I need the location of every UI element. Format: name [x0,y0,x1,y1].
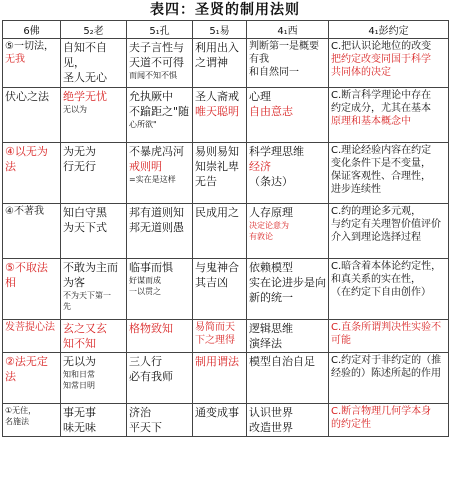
cell: 心理 自由意志 [247,88,329,143]
cell: 事无事 味无味 [61,404,127,437]
cell: 利用出入 之谓神 [193,39,247,88]
cell: 逻辑思维 演绎法 [247,320,329,353]
cell: 知白守黑 为天下式 [61,204,127,259]
cell: ①无住， 名施法 [3,404,61,437]
cell: 人存原理 决定论意为 有敦论 [247,204,329,259]
cell: 伏心之法 [3,88,61,143]
cell: C.约的理论多元观， 与约定有关理智价值评价 介入到理论选择过程 [329,204,449,259]
cell: C.直条所谓判决性实验不 可能 [329,320,449,353]
cell: ②法无定 法 [3,353,61,404]
cell: 格物致知 [127,320,193,353]
cell: 夫子言性与 天道不可得 而闻不知不惧 [127,39,193,88]
cell: 制用谓法 [193,353,247,404]
header-peng: 4₁彭约定 [329,21,449,39]
cell: 圣人斋戒 唯天聪明 [193,88,247,143]
cell: 济治 平天下 [127,404,193,437]
cell: ⑤不取法 相 [3,259,61,320]
cell: 允执厥中 不踰距之"随 心所欲" [127,88,193,143]
cell: C.把认识论地位的改变 把约定改变同国于科学 共同体的决定 [329,39,449,88]
cell: C.理论经验内容在约定 变化条件下是不变量， 保证客观性、合理性， 进步连续性 [329,143,449,204]
cell: 为无为 行无行 [61,143,127,204]
cell: 自知不自见， 圣人无心 [61,39,127,88]
cell: 与鬼神合 其吉凶 [193,259,247,320]
cell: 发菩提心法 [3,320,61,353]
header-west: 4₁西 [247,21,329,39]
cell: 民成用之 [193,204,247,259]
cell: ④不著我 [3,204,61,259]
table-row [3,259,449,320]
table-row [3,143,449,204]
table-row [3,88,449,143]
cell: ⑤一切法， 无我 [3,39,61,88]
cell: 玄之又玄 知不知 [61,320,127,353]
cell: 易简而天 下之理得 [193,320,247,353]
header-row [3,21,449,39]
table-title: 表四：圣贤的制用法则 [150,2,300,18]
cell: 模型自治自足 [247,353,329,404]
cell: 三人行 必有我师 [127,353,193,404]
cell: C.暗含着本体论约定性， 和真关系的实在性， （在约定下自由创作） [329,259,449,320]
cell: 判断第一是概要 有我 和自然同一 [247,39,329,88]
table-row [3,320,449,353]
cell: C.约定对于非约定的（推 经验的）陈述所起的作用 [329,353,449,404]
header-confucius: 5₁孔 [127,21,193,39]
cell: 无以为 知和日常 知常日明 [61,353,127,404]
cell: C.断言物理几何学本身 的约定性 [329,404,449,437]
header-buddha: 6佛 [3,21,61,39]
table-row [3,204,449,259]
cell: 绝学无忧 无以为 [61,88,127,143]
cell: 易则易知 知崇礼卑 无告 [193,143,247,204]
cell: C.断言科学理论中存在 约定成分，尤其在基本 原理和基本概念中 [329,88,449,143]
table-row [3,353,449,404]
header-laozi: 5₂老 [61,21,127,39]
table-row [3,39,449,88]
cell: ④以无为 法 [3,143,61,204]
cell: 临事而惧 好谋而成 一以贯之 [127,259,193,320]
cell: 科学理思维 经济 （条达） [247,143,329,204]
rules-table [2,20,449,437]
table-row [3,404,449,437]
cell: 不敢为主而 为客 不为天下第一 先 [61,259,127,320]
cell: 通变成事 [193,404,247,437]
cell: 依赖模型 实在论进步是向 新的统一 [247,259,329,320]
cell: 不暴虎冯河 戒则明 =实在是这样 [127,143,193,204]
cell: 邦有道则知 邦无道则愚 [127,204,193,259]
header-yijing: 5₁易 [193,21,247,39]
cell: 认识世界 改造世界 [247,404,329,437]
